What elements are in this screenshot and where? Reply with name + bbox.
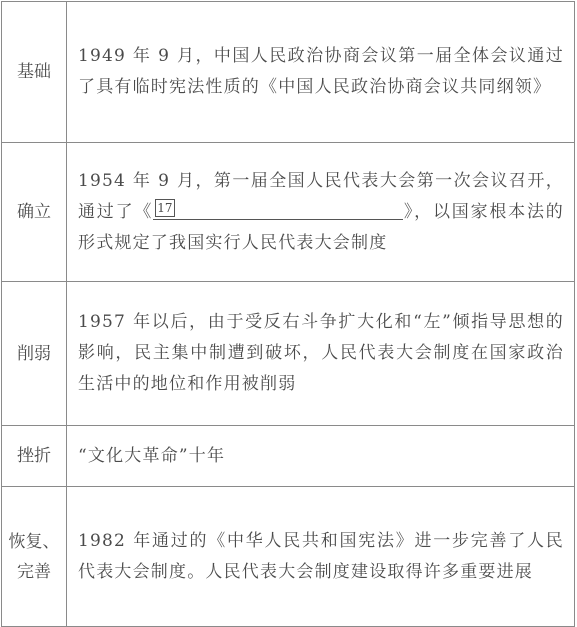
table-row <box>2 487 575 627</box>
stage-content: 1949 年 9 月，中国人民政治协商会议第一届全体会议通过了具有临时宪法性质的《中国人民政治协商会议共同纲领》 <box>67 2 575 143</box>
stage-label-line1: 恢复、 <box>8 531 60 552</box>
fill-in-blank[interactable] <box>153 199 403 220</box>
stage-content <box>67 143 575 282</box>
history-table <box>1 1 575 627</box>
stage-content: 1982 年通过的《中华人民共和国宪法》进一步完善了人民代表大会制度。人民代表大会制度建设取得许多重要进展 <box>67 487 575 627</box>
stage-label: 挫折 <box>2 426 67 487</box>
table-row <box>2 282 575 426</box>
stage-label-line2: 完善 <box>17 561 51 582</box>
stage-content: 1957 年以后，由于受反右斗争扩大化和“左”倾指导思想的影响，民主集中制遭到破坏，人民代表大会制度在国家政治生活中的地位和作用被削弱 <box>67 282 575 426</box>
table-row <box>2 2 575 143</box>
stage-label: 削弱 <box>2 282 67 426</box>
content-after-blank: 》，以国家根本法的形式规定了我国实行人民代表大会制度 <box>78 201 564 253</box>
table-row <box>2 426 575 487</box>
content-before-blank: 1954 年 9 月，第一届全国人民代表大会第一次会议召开，通过了《 <box>78 170 564 222</box>
table-row <box>2 143 575 282</box>
stage-label <box>2 487 67 627</box>
stage-label: 基础 <box>2 2 67 143</box>
stage-content: “文化大革命”十年 <box>67 426 575 487</box>
stage-label: 确立 <box>2 143 67 282</box>
blank-number: 17 <box>157 200 173 215</box>
